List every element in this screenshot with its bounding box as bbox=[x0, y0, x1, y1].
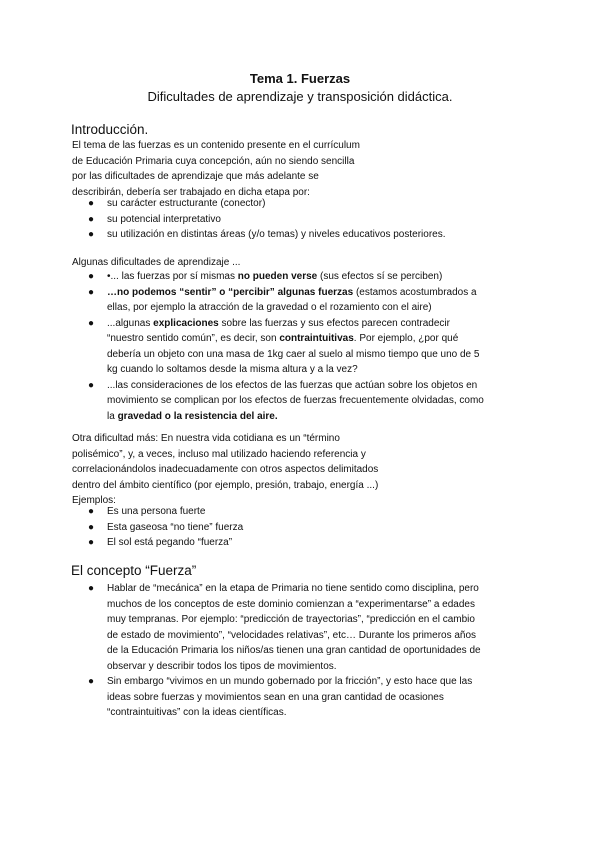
list-item: ● El sol está pegando “fuerza” bbox=[88, 535, 243, 551]
intro-line: por las dificultades de aprendizaje que más adelante se bbox=[72, 171, 319, 182]
other-line: polisémico”, y, a veces, incluso mal utilizado haciendo referencia y bbox=[72, 448, 366, 460]
page-subtitle: Dificultades de aprendizaje y transposición didáctica. bbox=[147, 89, 453, 104]
list-item: ● …no podemos “sentir” o “percibir” algunas fuerzas (estamos acostumbrados a ellas, por ejemplo la atracción de la gravedad o el rozamiento con el aire) bbox=[88, 286, 477, 313]
difficulties-bullet-list bbox=[88, 269, 484, 424]
list-item: ● •... las fuerzas por sí mismas no pueden verse (sus efectos sí se perciben) bbox=[88, 269, 484, 285]
concept-bullet-list bbox=[88, 581, 481, 721]
bullet-icon: ● bbox=[88, 213, 95, 225]
bullet-icon: ● bbox=[88, 229, 95, 240]
concept-heading: El concepto “Fuerza” bbox=[71, 563, 197, 578]
intro-line: de Educación Primaria cuya concepción, aún no siendo sencilla bbox=[72, 155, 355, 167]
examples-bullet-list bbox=[88, 504, 243, 551]
bullet-icon: ● bbox=[88, 583, 95, 594]
other-difficulty-paragraph bbox=[72, 431, 378, 509]
list-item: ● Esta gaseosa “no tiene” fuerza bbox=[88, 520, 243, 536]
examples-label: Ejemplos: bbox=[72, 495, 116, 506]
intro-line: describirán, debería ser trabajado en dicha etapa por: bbox=[72, 186, 310, 198]
bullet-icon: ● bbox=[88, 317, 95, 329]
other-line: Otra dificultad más: En nuestra vida cotidiana es un “término bbox=[72, 433, 340, 444]
list-item: ● Hablar de “mecánica” en la etapa de Primaria no tiene sentido como disciplina, pero muchos de los conceptos de este dominio comienzan a “experimentarse” a edades muy tempranas. Por ejemplo: “predicción de trayectorias”, “predicción en el cambio de estado de movimiento”, “velocidades relativas”, etc… Durante los primeros años de la Educación Primaria los niños/as tienen una gran cantidad de oportunidades de observar y describir todos los tipos de movimientos. bbox=[88, 583, 481, 672]
intro-heading: Introducción. bbox=[71, 122, 149, 137]
bullet-icon: ● bbox=[88, 506, 95, 517]
intro-bullet-list bbox=[88, 196, 446, 243]
bullet-icon: ● bbox=[88, 286, 95, 298]
list-item: ● ...algunas explicaciones sobre las fuerzas y sus efectos parecen contradecir “nuestro sentido común”, es decir, son contraintuitivas. Por ejemplo, ¿por qué debería un objeto con una masa de 1kg caer al suelo al mismo tiempo que uno de 5 kg cuando lo soltamos desde la misma altura y a la vez? bbox=[88, 317, 480, 375]
bullet-icon: ● bbox=[88, 537, 95, 548]
difficulties-lead: Algunas dificultades de aprendizaje ... bbox=[72, 257, 241, 268]
bullet-icon: ● bbox=[88, 676, 95, 687]
list-item: ● su potencial interpretativo bbox=[88, 212, 446, 228]
list-item: ● ...las consideraciones de los efectos de las fuerzas que actúan sobre los objetos en movimiento se complican por los efectos de fuerzas frecuentemente olvidadas, como la gravedad o la resistencia del aire. bbox=[88, 379, 484, 422]
intro-line: El tema de las fuerzas es un contenido presente en el currículum bbox=[72, 140, 360, 151]
bullet-icon: ● bbox=[88, 271, 95, 282]
bullet-icon: ● bbox=[88, 521, 95, 533]
bullet-icon: ● bbox=[88, 198, 95, 209]
other-line: correlacionándolos inadecuadamente con otros aspectos delimitados bbox=[72, 464, 379, 475]
bullet-icon: ● bbox=[88, 379, 95, 391]
intro-paragraph bbox=[72, 138, 360, 200]
page-title: Tema 1. Fuerzas bbox=[249, 71, 351, 86]
list-item: ● su utilización en distintas áreas (y/o temas) y niveles educativos posteriores. bbox=[88, 227, 446, 243]
other-line: dentro del ámbito científico (por ejemplo, presión, trabajo, energía ...) bbox=[72, 479, 379, 491]
list-item: ● su carácter estructurante (conector) bbox=[88, 196, 446, 212]
list-item: ● Es una persona fuerte bbox=[88, 504, 243, 520]
list-item: ● Sin embargo “vivimos en un mundo gobernado por la fricción”, y esto hace que las ideas sobre fuerzas y movimientos sean en una gran cantidad de ocasiones “contraintuitivas” con la ideas científicas. bbox=[88, 676, 473, 718]
